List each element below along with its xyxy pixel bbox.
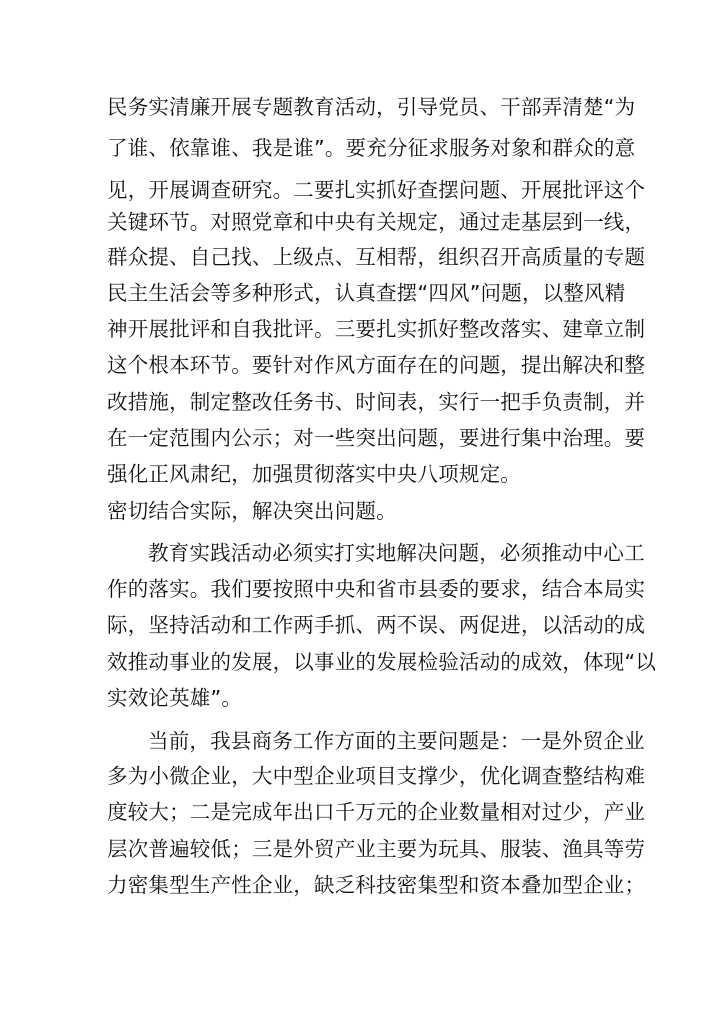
- text-line: 强化正风肃纪，加强贯彻落实中央八项规定。: [107, 462, 521, 486]
- text-line: 在一定范围内公示；对一些突出问题，要进行集中治理。要: [107, 426, 646, 450]
- text-line: 多为小微企业，大中型企业项目支撑少，优化调查整结构难: [107, 764, 646, 788]
- text-line: 民主生活会等多种形式，认真查摆“四风”问题，以整风精: [107, 281, 626, 305]
- text-line: 这个根本环节。要针对作风方面存在的问题，提出解决和整: [107, 353, 646, 377]
- text-line: 见，开展调查研究。二要扎实抓好查摆问题、开展批评这个: [107, 178, 646, 202]
- text-line: 实效论英雄”。: [107, 686, 243, 710]
- text-line: 神开展批评和自我批评。三要扎实抓好整改落实、建章立制: [107, 317, 646, 341]
- paragraph-first-line: 当前，我县商务工作方面的主要问题是：一是外贸企业: [148, 729, 645, 753]
- text-line: 民务实清廉开展专题教育活动，引导党员、干部弄清楚“为: [107, 95, 636, 119]
- text-line: 群众提、自己找、上级点、互相帮，组织召开高质量的专题: [107, 245, 646, 269]
- text-line: 层次普遍较低；三是外贸产业主要为玩具、服装、渔具等劳: [107, 837, 646, 861]
- text-line: 际，坚持活动和工作两手抓、两不误、两促进，以活动的成: [107, 613, 646, 637]
- text-line: 力密集型生产性企业，缺乏科技密集型和资本叠加型企业；: [107, 873, 646, 897]
- paragraph-first-line: 教育实践活动必须实打实地解决问题，必须推动中心工: [148, 541, 645, 565]
- section-heading: 密切结合实际，解决突出问题。: [107, 499, 397, 523]
- text-line: 度较大；二是完成年出口千万元的企业数量相对过少，产业: [107, 800, 646, 824]
- text-line: 改措施，制定整改任务书、时间表，实行一把手负责制，并: [107, 390, 646, 414]
- text-line: 作的落实。我们要按照中央和省市县委的要求，结合本局实: [107, 577, 646, 601]
- text-line: 关键环节。对照党章和中央有关规定，通过走基层到一线，: [107, 210, 646, 234]
- text-line: 了谁、依靠谁、我是谁”。要充分征求服务对象和群众的意: [107, 136, 636, 160]
- text-line: 效推动事业的发展，以事业的发展检验活动的成效，体现“以: [107, 650, 657, 674]
